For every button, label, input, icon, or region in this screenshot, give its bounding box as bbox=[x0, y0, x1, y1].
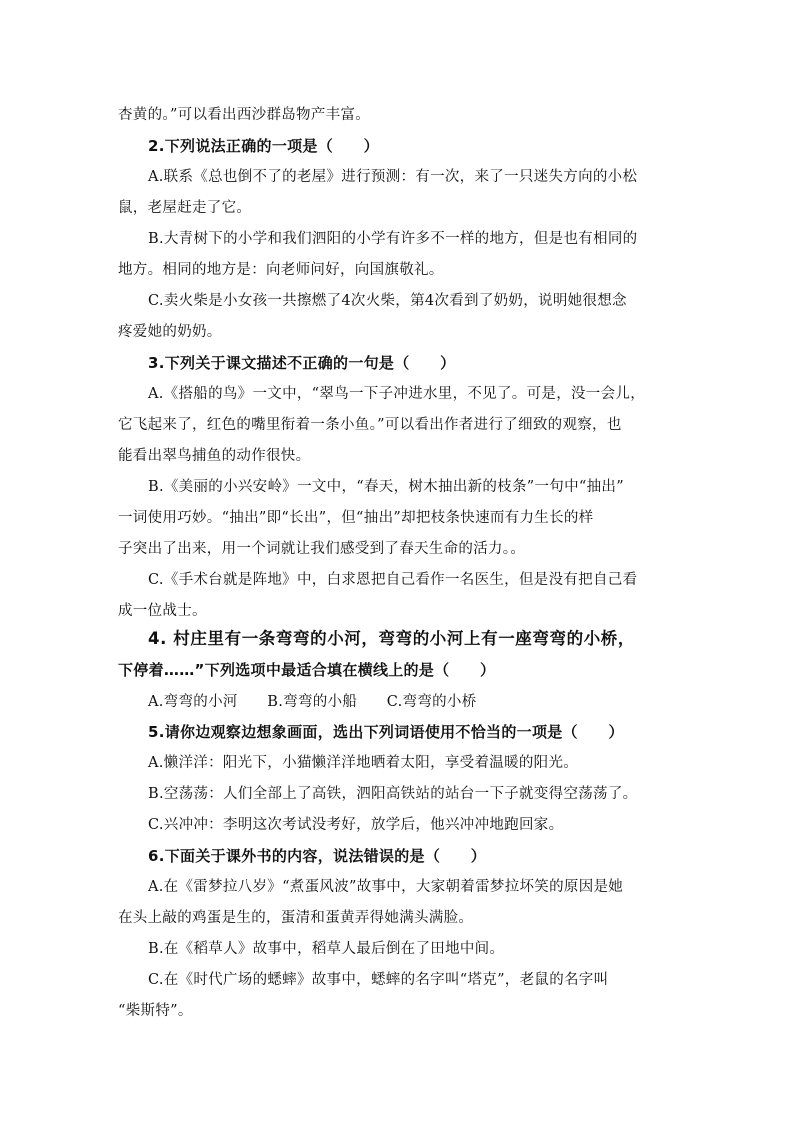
text-line: 能看出翠鸟捕鱼的动作很快。 bbox=[118, 448, 311, 464]
option-line: C.《手术台就是阵地》中，白求恩把自己看作一名医生，但是没有把自己看 bbox=[148, 572, 638, 588]
option-line: C.兴冲冲：李明这次考试没考好，放学后，他兴冲冲地跑回家。 bbox=[148, 817, 564, 833]
option-line: A.懒洋洋：阳光下，小猫懒洋洋地晒着太阳，享受着温暖的阳光。 bbox=[148, 755, 579, 771]
text-line: “柴斯特”。 bbox=[118, 1003, 193, 1019]
text-line: 地方。相同的地方是：向老师问好，向国旗敬礼。 bbox=[118, 262, 444, 278]
question-3-title: 3.下列关于课文描述不正确的一句是（ ） bbox=[148, 354, 456, 372]
text-line: 子突出了出来，用一个词就让我们感受到了春天生命的活力。。 bbox=[118, 541, 526, 557]
option-line: A.弯弯的小河 B.弯弯的小船 C.弯弯的小桥 bbox=[148, 694, 477, 710]
question-4-title: 4. 村庄里有一条弯弯的小河，弯弯的小河上有一座弯弯的小桥， bbox=[148, 629, 635, 648]
option-line: A.在《雷梦拉八岁》“煮蛋风波”故事中，大家朝着雷梦拉坏笑的原因是她 bbox=[148, 879, 624, 895]
text-line: 在头上敲的鸡蛋是生的，蛋清和蛋黄弄得她满头满脸。 bbox=[118, 910, 474, 926]
option-line: B.空荡荡：人们全部上了高铁，泗阳高铁站的站台一下子就变得空荡荡了。 bbox=[148, 786, 638, 802]
option-line: C.卖火柴是小女孩一共擦燃了4次火柴，第4次看到了奶奶，说明她很想念 bbox=[148, 293, 627, 309]
text-line: 疼爱她的奶奶。 bbox=[118, 324, 222, 340]
question-6-title: 6.下面关于课外书的内容，说法错误的是（ ） bbox=[148, 847, 487, 865]
question-2-title: 2.下列说法正确的一项是（ ） bbox=[148, 137, 379, 155]
option-line: B.大青树下的小学和我们泗阳的小学有许多不一样的地方，但是也有相同的 bbox=[148, 231, 638, 247]
text-line: 杏黄的。”可以看出西沙群岛物产丰富。 bbox=[118, 107, 371, 123]
option-line: A.《搭船的鸟》一文中，“翠鸟一下子冲进水里，不见了。可是，没一会儿， bbox=[148, 386, 645, 402]
question-4-title-cont: 下停着……”下列选项中最适合填在横线上的是（ ） bbox=[118, 661, 496, 679]
text-line: 一词使用巧妙。“抽出”即“长出”，但“抽出”却把枝条快速而有力生长的样 bbox=[118, 510, 594, 526]
option-line: A.联系《总也倒不了的老屋》进行预测：有一次，来了一只迷失方向的小松 bbox=[148, 169, 638, 185]
text-line: 成一位战士。 bbox=[118, 603, 207, 619]
option-line: C.在《时代广场的蟋蟀》故事中，蟋蟀的名字叫“塔克”，老鼠的名字叫 bbox=[148, 972, 609, 988]
text-line: 鼠，老屋赶走了它。 bbox=[118, 200, 252, 216]
question-5-title: 5.请你边观察边想象画面，选出下列词语使用不恰当的一项是（ ） bbox=[148, 723, 624, 741]
option-line: B.《美丽的小兴安岭》一文中，“春天，树木抽出新的枝条”一句中“抽出” bbox=[148, 479, 624, 495]
option-line: B.在《稻草人》故事中，稻草人最后倒在了田地中间。 bbox=[148, 941, 505, 957]
text-line: 它飞起来了，红色的嘴里衔着一条小鱼。”可以看出作者进行了细致的观察，也 bbox=[118, 417, 622, 433]
